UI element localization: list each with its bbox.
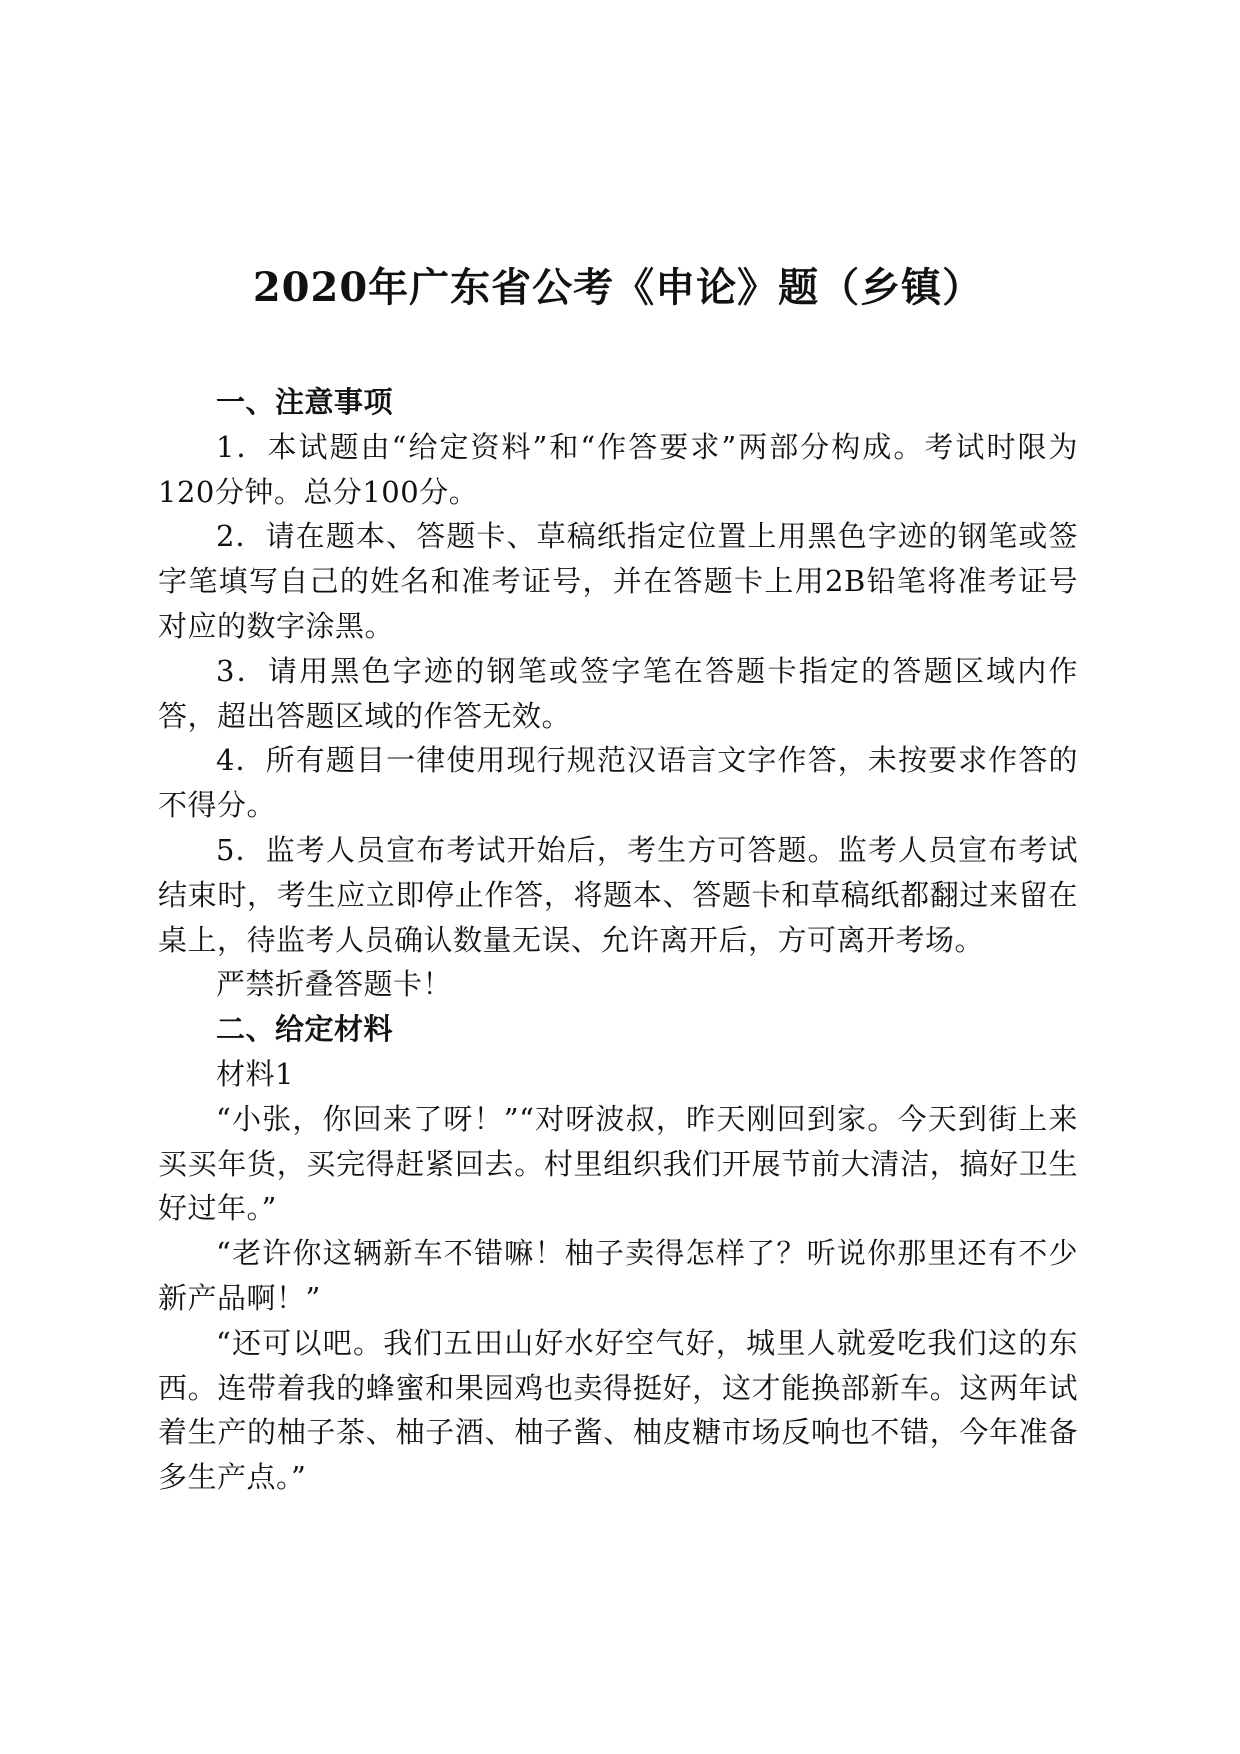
- document-body: [158, 380, 1078, 1500]
- material-paragraph-2: “老许你这辆新车不错嘛！柚子卖得怎样了？听说你那里还有不少新产品啊！”: [158, 1236, 1078, 1315]
- section-heading-materials: 二、给定材料: [216, 1012, 394, 1047]
- note-paragraph-5: 5．监考人员宣布考试开始后，考生方可答题。监考人员宣布考试结束时，考生应立即停止作答，将题本、答题卡和草稿纸都翻过来留在桌上，待监考人员确认数量无误、允许离开后，方可离开考场。: [158, 832, 1078, 957]
- note-paragraph-4: 4．所有题目一律使用现行规范汉语言文字作答，未按要求作答的不得分。: [158, 743, 1078, 823]
- warning-text: 严禁折叠答题卡！: [216, 967, 453, 1002]
- material-paragraph-3: “还可以吧。我们五田山好水好空气好，城里人就爱吃我们这的东西。连带着我的蜂蜜和果园鸡也卖得挺好，这才能换部新车。这两年试着生产的柚子茶、柚子酒、柚子酱、柚皮糖市场反响也不错，今年准备多生产点。”: [158, 1325, 1078, 1495]
- note-paragraph-1: 1．本试题由“给定资料”和“作答要求”两部分构成。考试时限为120分钟。总分100分。: [158, 429, 1078, 509]
- material-label: 材料1: [216, 1056, 294, 1091]
- section-heading-notes: 一、注意事项: [216, 385, 394, 419]
- note-paragraph-2: 2．请在题本、答题卡、草稿纸指定位置上用黑色字迹的钢笔或签字笔填写自己的姓名和准考证号，并在答题卡上用2B铅笔将准考证号对应的数字涂黑。: [158, 519, 1078, 643]
- note-paragraph-3: 3．请用黑色字迹的钢笔或签字笔在答题卡指定的答题区域内作答，超出答题区域的作答无效。: [158, 653, 1078, 733]
- document-title: 2020年广东省公考《申论》题（乡镇）: [252, 264, 984, 311]
- material-paragraph-1: “小张，你回来了呀！”“对呀波叔，昨天刚回到家。今天到街上来买买年货，买完得赶紧回去。村里组织我们开展节前大清洁，搞好卫生好过年。”: [158, 1101, 1078, 1226]
